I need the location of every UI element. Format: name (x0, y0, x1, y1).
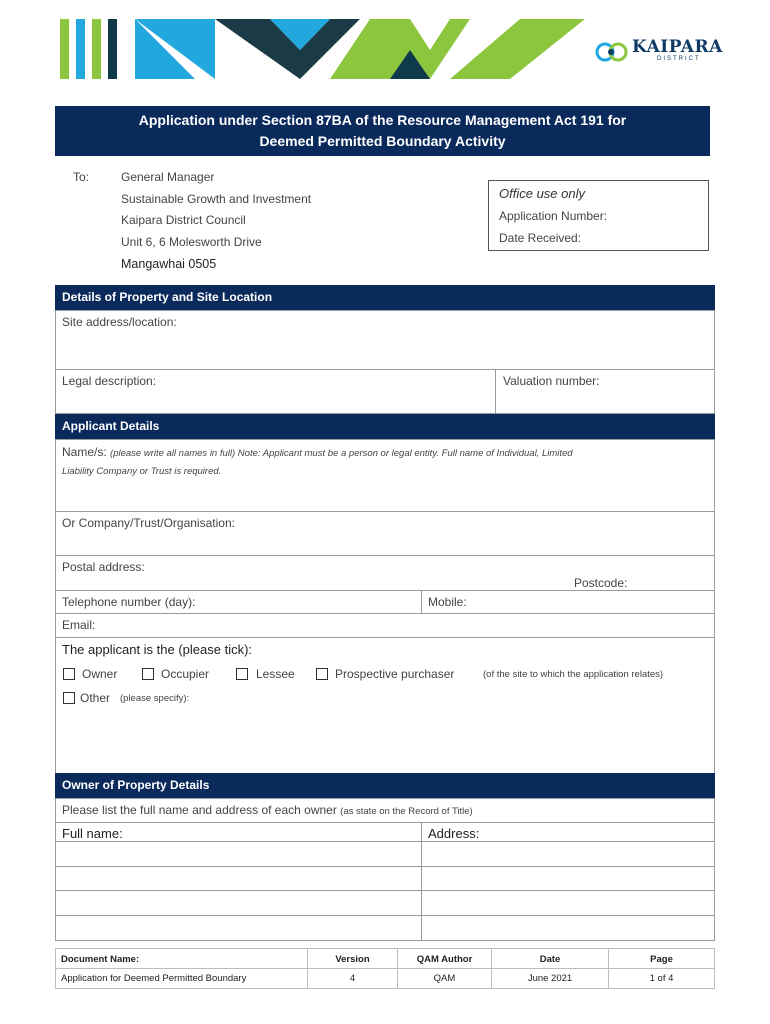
property-section-heading: Details of Property and Site Location (55, 285, 715, 310)
footer-author: QAM (397, 968, 492, 989)
owner-instruction-note: (as state on the Record of Title) (340, 806, 473, 817)
owner-checkbox[interactable] (63, 668, 75, 680)
logo-subtitle: DISTRICT (657, 56, 701, 62)
legal-description-label: Legal description: (62, 374, 157, 388)
names-label: Name/s: (62, 445, 107, 459)
other-checkbox[interactable] (63, 692, 75, 704)
address-line: Sustainable Growth and Investment (121, 192, 312, 206)
to-label: To: (73, 170, 90, 184)
legal-description-field[interactable] (55, 369, 496, 414)
footer-date: June 2021 (491, 968, 609, 989)
footer-version: 4 (307, 968, 398, 989)
owner-instruction (55, 798, 715, 823)
site-address-field[interactable] (55, 310, 715, 370)
owner-name-input[interactable] (55, 890, 422, 916)
email-label: Email: (62, 618, 96, 632)
form-title (55, 106, 710, 156)
owner-instruction-text: Please list the full name and address of each owner (62, 803, 337, 817)
owner-address-input[interactable] (421, 890, 715, 916)
form-title-line-2: Deemed Permitted Boundary Activity (259, 133, 506, 149)
full-name-header (55, 822, 422, 842)
kaipara-swirl-icon (595, 38, 629, 66)
site-address-label: Site address/location: (62, 315, 177, 329)
address-line: General Manager (121, 170, 215, 184)
office-use-box (488, 180, 709, 251)
names-note-continued: Liability Company or Trust is required. (62, 466, 222, 477)
footer-date-header: Date (491, 948, 609, 969)
owner-name-input[interactable] (55, 915, 422, 941)
lessee-checkbox[interactable] (236, 668, 248, 680)
footer-page-header: Page (608, 948, 715, 969)
applicant-section-heading: Applicant Details (55, 414, 715, 439)
other-option-label: Other (80, 691, 111, 705)
company-label: Or Company/Trust/Organisation: (62, 516, 235, 530)
prospective-purchaser-option-label: Prospective purchaser (335, 667, 455, 681)
applicant-type-heading: The applicant is the (please tick): (62, 642, 253, 657)
occupier-option-label: Occupier (161, 667, 210, 681)
other-note: (please specify): (120, 693, 190, 704)
logo-wordmark: KAIPARA (632, 37, 723, 57)
telephone-field[interactable] (55, 590, 422, 614)
footer-version-header: Version (307, 948, 398, 969)
full-name-label: Full name: (62, 826, 123, 841)
owner-address-input[interactable] (421, 915, 715, 941)
footer-author-header: QAM Author (397, 948, 492, 969)
lessee-option-label: Lessee (256, 667, 295, 681)
address-line: Kaipara District Council (121, 213, 246, 227)
owner-address-input[interactable] (421, 841, 715, 867)
kaipara-logo (595, 36, 723, 76)
form-title-line-1: Application under Section 87BA of the Resource Management Act 191 for (138, 112, 627, 128)
owner-address-input[interactable] (421, 866, 715, 891)
valuation-number-field[interactable] (495, 369, 715, 414)
date-received-label: Date Received: (499, 231, 582, 245)
applicant-type-box (55, 637, 715, 774)
owner-name-input[interactable] (55, 866, 422, 891)
owner-name-input[interactable] (55, 841, 422, 867)
address-label: Address: (428, 826, 480, 841)
names-note: (please write all names in full) Note: Applicant must be a person or legal entity. Full name of Individual, Limited (110, 448, 573, 459)
address-header (421, 822, 715, 842)
office-use-title: Office use only (499, 186, 585, 201)
telephone-label: Telephone number (day): (62, 595, 196, 609)
address-line: Mangawhai 0505 (121, 257, 217, 271)
mobile-field[interactable] (421, 590, 715, 614)
footer-doc-name: Application for Deemed Permitted Boundary (55, 968, 308, 989)
prospective-purchaser-checkbox[interactable] (316, 668, 328, 680)
occupier-checkbox[interactable] (142, 668, 154, 680)
company-field[interactable] (55, 511, 715, 556)
options-note: (of the site to which the application relates) (483, 669, 664, 680)
postal-address-field[interactable] (55, 555, 715, 591)
footer-doc-name-header: Document Name: (55, 948, 308, 969)
email-field[interactable] (55, 613, 715, 638)
address-line: Unit 6, 6 Molesworth Drive (121, 235, 262, 249)
mobile-label: Mobile: (428, 595, 467, 609)
footer-page: 1 of 4 (608, 968, 715, 989)
postcode-label: Postcode: (574, 576, 628, 590)
application-number-label: Application Number: (499, 209, 608, 223)
postal-address-label: Postal address: (62, 560, 145, 574)
owner-section-heading: Owner of Property Details (55, 773, 715, 798)
valuation-number-label: Valuation number: (503, 374, 600, 388)
owner-option-label: Owner (82, 667, 118, 681)
names-field[interactable] (55, 439, 715, 512)
